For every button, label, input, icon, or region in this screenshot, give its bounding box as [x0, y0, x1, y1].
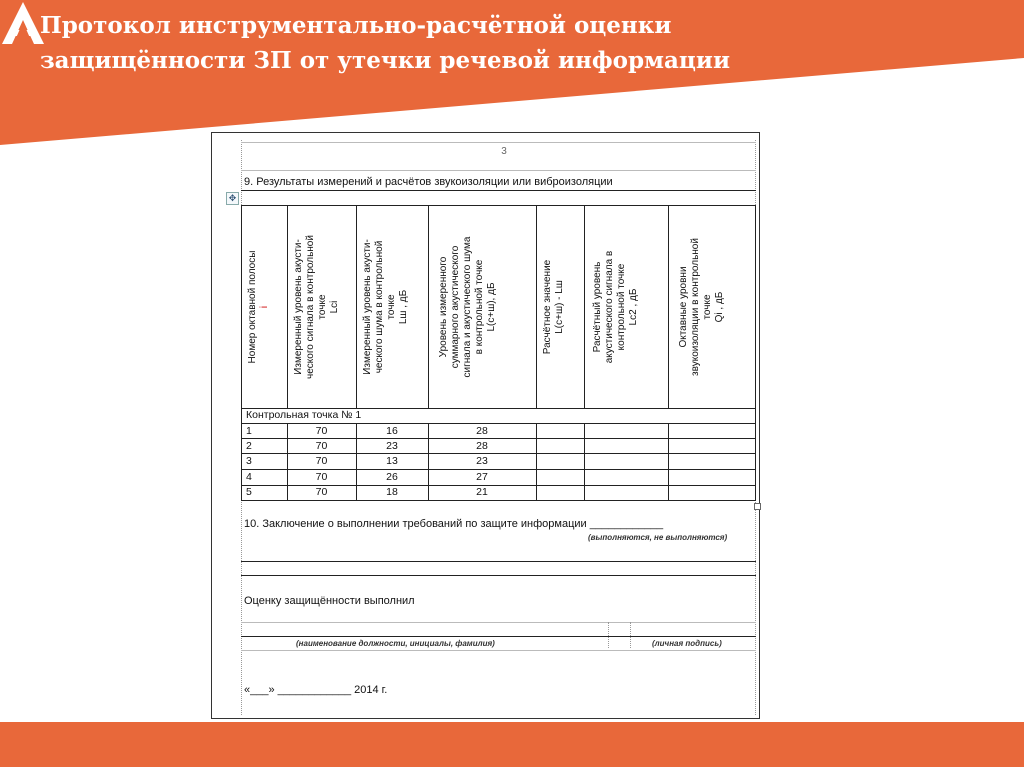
col-line-6b — [668, 423, 669, 501]
header-sum-level: Уровень измеренного суммарного акустического сигнала и акустического шума в контрольной точке L(с+ш), дБ — [438, 236, 497, 378]
cell-signal: 70 — [315, 455, 328, 467]
slide-title — [40, 8, 940, 78]
signature-divider-right — [630, 622, 631, 648]
header-calculated-signal: Расчётный уровень акустического сигнала в контрольной точке Lс2 , дБ — [592, 250, 639, 364]
cell-sum: 28 — [476, 440, 488, 452]
cell-band: 2 — [246, 440, 252, 452]
header-measured-signal: Измеренный уровень акусти- ческого сигнала в контрольной точке Lсi — [293, 235, 340, 379]
col-line-7 — [755, 205, 756, 501]
title-banner — [0, 0, 1024, 150]
cell-sum: 21 — [476, 486, 488, 498]
cell-band: 1 — [246, 425, 252, 437]
col-line-4b — [536, 423, 537, 501]
cell-sum: 23 — [476, 455, 488, 467]
row-line-2 — [241, 453, 756, 454]
cell-noise: 13 — [386, 455, 398, 467]
position-line — [241, 636, 756, 637]
date-line: «___» ____________ 2014 г. — [244, 684, 388, 696]
footer-bar — [0, 722, 1024, 767]
cell-sum: 27 — [476, 471, 488, 483]
cell-signal: 70 — [315, 440, 328, 452]
conclusion-hint: (выполняются, не выполняются) — [588, 533, 728, 542]
col-line-2a — [356, 205, 357, 408]
header-band-number: Номер октавной полосы i — [247, 250, 270, 364]
performed-by-label: Оценку защищённости выполнил — [244, 595, 415, 607]
header-guide — [241, 142, 756, 143]
header-measured-noise: Измеренный уровень акусти- ческого шума в контрольной точке Lш , дБ — [362, 239, 409, 375]
col-line-6a — [668, 205, 669, 408]
cell-band: 3 — [246, 455, 252, 467]
slide-title-line-1: Протокол инструментально-расчётной оценки — [40, 12, 672, 39]
section-9-underline — [241, 190, 756, 191]
cell-band: 5 — [246, 486, 252, 498]
position-hint: (наименование должности, инициалы, фамилия) — [296, 639, 495, 648]
table-top-border — [241, 205, 756, 206]
page-number: 3 — [501, 146, 507, 157]
cell-noise: 18 — [386, 486, 398, 498]
cell-band: 4 — [246, 471, 252, 483]
col-line-1a — [287, 205, 288, 408]
control-point-label: Контрольная точка № 1 — [246, 409, 362, 421]
position-guide — [241, 622, 756, 623]
conclusion-line-2 — [241, 575, 756, 576]
row-line-3 — [241, 469, 756, 470]
row-line-1 — [241, 438, 756, 439]
header-guide-bottom — [241, 170, 756, 171]
signature-hint: (личная подпись) — [652, 639, 722, 648]
col-line-3a — [428, 205, 429, 408]
cell-noise: 16 — [386, 425, 398, 437]
cell-sum: 28 — [476, 425, 488, 437]
cell-signal: 70 — [315, 486, 328, 498]
company-logo-icon — [0, 0, 46, 46]
cell-signal: 70 — [315, 471, 328, 483]
cell-noise: 26 — [386, 471, 398, 483]
col-line-5b — [584, 423, 585, 501]
header-octave-isolation: Октавные уровни звукоизоляции в контрольной точке Qi , дБ — [678, 238, 725, 376]
section-9-title: 9. Результаты измерений и расчётов звукоизоляции или виброизоляции — [244, 176, 613, 188]
header-calculated-value: Расчётное значение L(с+ш) - Lш — [542, 259, 565, 355]
section-10-title: 10. Заключение о выполнении требований по защите информации ____________ — [244, 518, 664, 530]
cell-signal: 70 — [315, 425, 328, 437]
cell-noise: 23 — [386, 440, 398, 452]
hint-guide — [241, 650, 756, 651]
conclusion-line-1 — [241, 561, 756, 562]
slide-title-line-2: защищённости ЗП от утечки речевой информации — [40, 47, 731, 74]
col-line-4a — [536, 205, 537, 408]
col-line-5a — [584, 205, 585, 408]
col-line-0 — [241, 205, 242, 501]
signature-divider-left — [608, 622, 609, 648]
row-line-5 — [241, 500, 756, 501]
table-resize-handle[interactable] — [754, 503, 761, 510]
control-point-bottom — [241, 423, 756, 424]
table-move-handle-icon[interactable]: ✥ — [226, 192, 239, 205]
